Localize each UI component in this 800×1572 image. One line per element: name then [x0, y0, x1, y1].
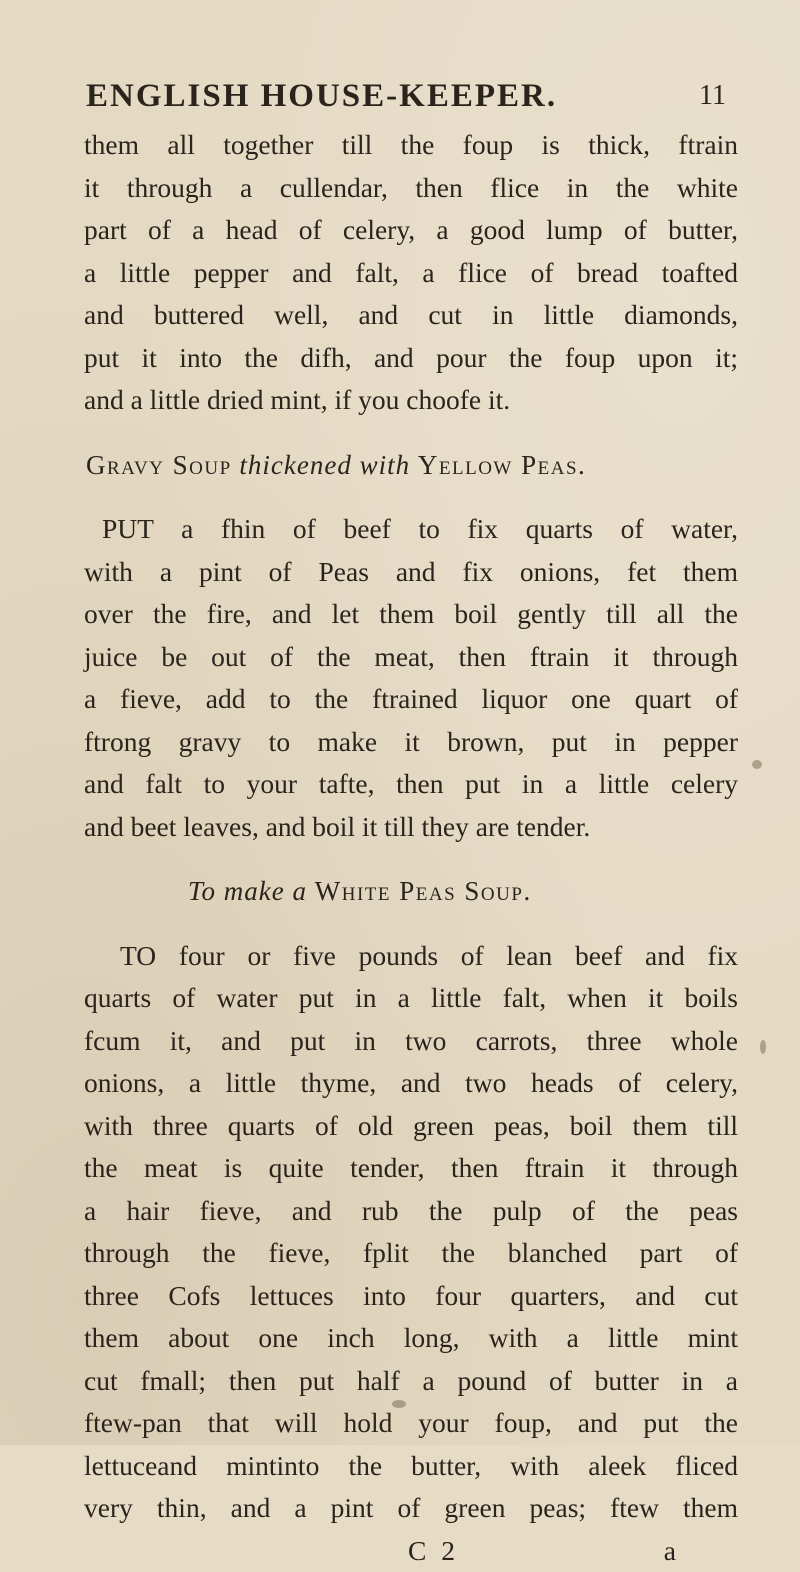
text-line: a little pepper and falt, a flice of bread toafted	[38, 252, 738, 295]
text-line: the meat is quite tender, then ftrain it through	[38, 1147, 738, 1190]
text-line: fcum it, and put in two carrots, three whole	[38, 1020, 738, 1063]
text-line: with a pint of Peas and fix onions, fet them	[38, 551, 738, 594]
text-line: and falt to your tafte, then put in a little celery	[38, 763, 738, 806]
heading-italic: thickened with	[239, 450, 410, 480]
text-line: quarts of water put in a little falt, when it boils	[38, 977, 738, 1020]
text-line: onions, a little thyme, and two heads of celery,	[38, 1062, 738, 1105]
body-text	[38, 124, 738, 1572]
text-line: it through a cullendar, then flice in the white	[38, 167, 738, 210]
text-line: juice be out of the meat, then ftrain it through	[38, 636, 738, 679]
signature-line	[38, 1530, 738, 1572]
heading-smallcaps: Yellow Peas.	[418, 450, 586, 480]
text-line: ftew-pan that will hold your foup, and put the	[38, 1402, 738, 1445]
text-line: and buttered well, and cut in little diamonds,	[38, 294, 738, 337]
text-line: cut fmall; then put half a pound of butter in a	[38, 1360, 738, 1403]
catchword: a	[664, 1530, 676, 1572]
text-line: a fieve, add to the ftrained liquor one quart of	[38, 678, 738, 721]
paper-speck	[752, 760, 762, 769]
text-line: a hair fieve, and rub the pulp of the peas	[38, 1190, 738, 1233]
text-line: them all together till the foup is thick, ftrain	[38, 124, 738, 167]
page-number: 11	[699, 80, 726, 112]
text-line: very thin, and a pint of green peas; ftew them	[38, 1487, 738, 1530]
heading-smallcaps: White Peas Soup.	[315, 876, 532, 906]
heading-smallcaps: Gravy Soup	[86, 450, 232, 480]
recipe-heading	[38, 870, 738, 913]
text-line: TO four or five pounds of lean beef and fix	[38, 935, 738, 978]
paper-speck	[760, 1040, 766, 1054]
text-line: and a little dried mint, if you choofe it.	[38, 379, 738, 422]
text-line: over the fire, and let them boil gently till all the	[38, 593, 738, 636]
text-line: put it into the difh, and pour the foup upon it;	[38, 337, 738, 380]
text-line: ftrong gravy to make it brown, put in pepper	[38, 721, 738, 764]
text-line: and beet leaves, and boil it till they are tender.	[38, 806, 738, 849]
printer-signature: C 2	[408, 1530, 459, 1572]
text-line: with three quarts of old green peas, boil them till	[38, 1105, 738, 1148]
text-line: them about one inch long, with a little mint	[38, 1317, 738, 1360]
heading-italic: To make a	[188, 876, 307, 906]
text-line: through the fieve, fplit the blanched part of	[38, 1232, 738, 1275]
text-line: part of a head of celery, a good lump of butter,	[38, 209, 738, 252]
running-head: ENGLISH HOUSE-KEEPER.	[86, 78, 557, 115]
text-line: PUT a fhin of beef to fix quarts of water,	[38, 508, 738, 551]
text-line: three Cofs lettuces into four quarters, and cut	[38, 1275, 738, 1318]
page-header	[86, 78, 726, 118]
recipe-heading	[38, 444, 738, 487]
paper-speck	[392, 1400, 406, 1408]
text-line: lettuceand mintinto the butter, with aleek fliced	[38, 1445, 738, 1488]
